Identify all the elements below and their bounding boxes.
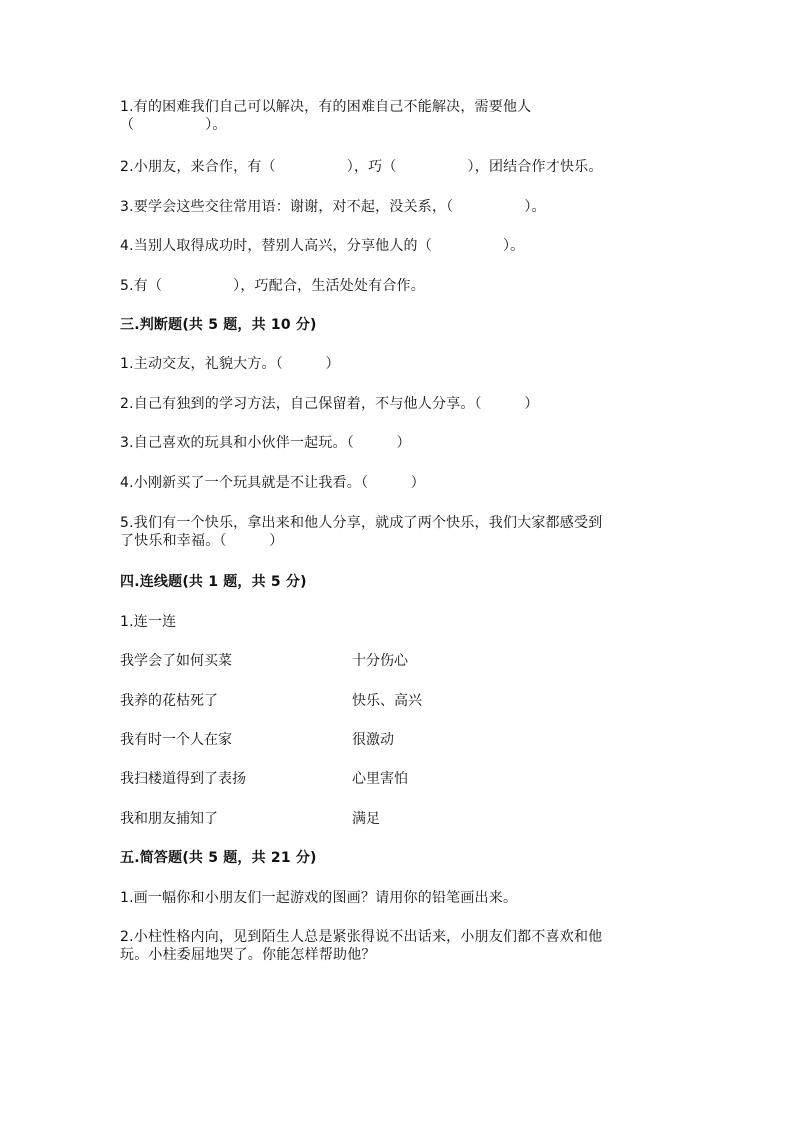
- matching-left-5: 我和朋友捕知了: [120, 811, 218, 827]
- fill-in-question-1: 1.有的困难我们自己可以解决，有的困难自己不能解决，需要他人 （ ）。: [120, 99, 532, 133]
- matching-question: 1.连一连: [120, 614, 177, 630]
- fill-in-question-5: 5.有（ ），巧配合，生活处处有合作。: [120, 278, 425, 294]
- judge-question-2: 2.自己有独到的学习方法，自己保留着，不与他人分享。（ ）: [120, 396, 539, 412]
- section-5-title: 五.简答题(共 5 题，共 21 分): [120, 850, 317, 866]
- short-answer-question-2: 2.小柱性格内向，见到陌生人总是紧张得说不出话来，小朋友们都不喜欢和他 玩。小柱委屈地哭了。你能怎样帮助他？: [120, 929, 603, 963]
- matching-right-2: 快乐、高兴: [352, 693, 422, 709]
- section-3-title: 三.判断题(共 5 题，共 10 分): [120, 317, 317, 333]
- matching-left-3: 我有时一个人在家: [120, 732, 232, 748]
- judge-question-1: 1.主动交友，礼貌大方。（ ）: [120, 356, 340, 372]
- matching-left-1: 我学会了如何买菜: [120, 653, 232, 669]
- section-4-title: 四.连线题(共 1 题，共 5 分): [120, 574, 307, 590]
- matching-left-4: 我扫楼道得到了表扬: [120, 771, 246, 787]
- matching-right-5: 满足: [352, 811, 380, 827]
- fill-in-question-2: 2.小朋友，来合作，有（ ），巧（ ），团结合作才快乐。: [120, 159, 603, 175]
- fill-in-question-4: 4.当别人取得成功时，替别人高兴，分享他人的（ ）。: [120, 238, 525, 254]
- judge-question-4: 4.小刚新买了一个玩具就是不让我看。（ ）: [120, 475, 425, 491]
- matching-right-1: 十分伤心: [352, 653, 408, 669]
- fill-in-question-3: 3.要学会这些交往常用语：谢谢，对不起，没关系，（ ）。: [120, 199, 546, 215]
- matching-right-4: 心里害怕: [352, 771, 408, 787]
- judge-question-3: 3.自己喜欢的玩具和小伙伴一起玩。（ ）: [120, 435, 411, 451]
- judge-question-5: 5.我们有一个快乐，拿出来和他人分享，就成了两个快乐，我们大家都感受到 了快乐和幸福。（ ）: [120, 515, 603, 549]
- matching-right-3: 很激动: [352, 732, 394, 748]
- short-answer-question-1: 1.画一幅你和小朋友们一起游戏的图画？请用你的铅笔画出来。: [120, 890, 518, 906]
- matching-left-2: 我养的花枯死了: [120, 693, 218, 709]
